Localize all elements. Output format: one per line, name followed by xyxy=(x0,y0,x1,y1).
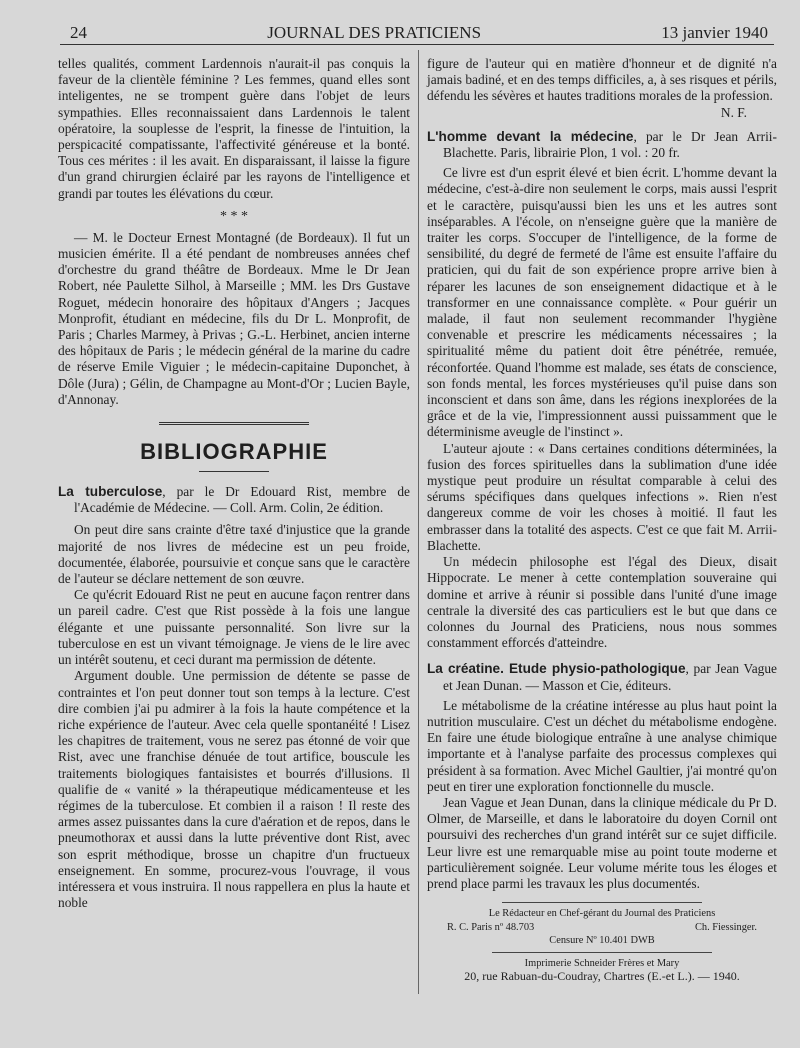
imprint-registration-row xyxy=(427,921,777,935)
imprint-editor-line: Le Rédacteur en Chef-gérant du Journal des Praticiens xyxy=(488,908,716,920)
creatine-reference: , par Jean Vague et Jean Dunan. — Masson et Cie, éditeurs. xyxy=(443,661,777,693)
page-header xyxy=(70,20,768,46)
issue-date: 13 janvier 1940 xyxy=(661,23,768,42)
imprint-rc: R. C. Paris nº 48.703 xyxy=(447,921,535,933)
creatine-title: La créatine. Etude physio-pathologique xyxy=(427,661,686,677)
left-column xyxy=(58,56,410,911)
homme-paragraph-1: Ce livre est d'un esprit élevé et bien écrit. L'homme devant la médecine, c'est-à-dire non seulement le corps, mais aussi l'esprit et le caractère, puisqu'aussi bien les uns et les autres sont inséparables. A l'école, on n'enseigne guère que la manière de traiter les corps. S'occuper de l'intelligence, de la forme de sensibilité, du degré de fermeté de l'âme est ensuite l'affaire du praticien, qui du fait de son expérience propre arrive bien à réparer les lacunes de son enseignement didactique et à le transformer en une connaissance complète. « Pour guérir un malade, il faut non seulement recommander l'hygiène convenable et prescrire les médicaments nécessaires ; la spiritualité même du patient doit être pénétrée, remuée, réconfortée. Quand l'homme est malade, ses états de conscience, son fonds mental, les forces mystérieuses qu'il puise dans son inconscient et dans son âme, dans les régions inexplorées de la grâce et de la vie, l'impressionnent aussi puissamment que le déterminisme aveugle de l'instinct ». xyxy=(427,165,777,440)
homme-title: L'homme devant la médecine xyxy=(427,128,634,144)
continuation-signature: N. F. xyxy=(720,104,747,120)
imprint-block xyxy=(427,902,777,984)
page-number: 24 xyxy=(70,23,87,42)
homme-paragraph-3: Un médecin philosophe est l'égal des Dieux, disait Hippocrate. Le mener à cette contemplation souveraine qui domine et arrive à réunir si possible dans l'unité d'une image centrale la diversité des cas particuliers est le but que dans ce colonnes du Journal des Praticiens, nous nous sommes constamment efforcés d'atteindre. xyxy=(427,554,777,651)
creatine-entry-heading xyxy=(427,661,777,693)
homme-reference: , par le Dr Jean Arrii-Blachette. Paris, librairie Plon, 1 vol. : 20 fr. xyxy=(443,128,777,161)
homme-paragraph-2: L'auteur ajoute : « Dans certaines conditions déterminées, la fusion des forces spirituelles dans la sublimation d'une idée mystique peut produire un résultat comparable à celui des sérums spécifiques dans quelques infections ». Rien n'est dangereux comme de voir les choses à moitié. Il faut les embrasser dans la totalité des aspects. C'est ce que fait M. Arrii-Blachette. xyxy=(427,440,777,553)
deaths-paragraph: — M. le Docteur Ernest Montagné (de Bordeaux). Il fut un musicien émérite. Il a été pendant de nombreuses années chef d'orchestre du grand théâtre de Bordeaux. Mme le Dr Jean Robert, née Paulette Silhol, à Marseille ; MM. les Drs Gustave Roguet, médecin honoraire des hôpitaux d'Angers ; Jacques Monprofit, étudiant en médecine, fils du Dr L. Monprofit, de Paris ; Charles Marmey, à Privas ; G.-L. Herbinet, ancien interne des hôpitaux de Paris ; le médecin général de la marine du cadre de réserve Emile Viguier ; le médecin-capitaine Duponchet, à Dôle (Jura) ; Gélin, de Champagne au Mont-d'Or ; Lucien Bayle, d'Annonay. xyxy=(58,229,410,407)
imprint-printer: Imprimerie Schneider Frères et Mary xyxy=(524,957,680,969)
imprint-address: 20, rue Rabuan-du-Coudray, Chartres (E.-et L.). — 1940. xyxy=(464,969,740,984)
heading-underline xyxy=(199,471,269,472)
creatine-paragraph-1: Le métabolisme de la créatine intéresse au plus haut point la nutrition musculaire. C'est un déchet du métabolisme endogène. En faire une étude biologique entraîne à une analyse chimique importante et à l'analyse parfaite des processus complexes qui président à sa formation. Avec Michel Gaultier, j'ai montré qu'on peut en tirer une exploration fonctionnelle du muscle. xyxy=(427,697,777,794)
imprint-rule-middle xyxy=(492,952,712,953)
imprint-rule-top xyxy=(502,902,702,903)
journal-title: JOURNAL DES PRATICIENS xyxy=(267,23,482,42)
tuberculose-paragraph-1: On peut dire sans crainte d'être taxé d'injustice que la grande majorité de nos livres de médecine est un peu froide, documentée, élaborée, poursuivie et conçue sans que le caractère de l'auteur se déclare nettement de son œuvre. xyxy=(58,522,410,587)
bibliographie-heading: BIBLIOGRAPHIE xyxy=(140,439,328,465)
tuberculose-paragraph-2: Ce qu'écrit Edouard Rist ne peut en aucune façon rentrer dans un pareil cadre. C'est que Rist possède à la fois une langue élégante et une puissante personnalité. Son livre sur la tuberculose en est un vivant témoignage. Je viens de le lire avec un intérêt soutenu, et ceci durant ma permission de détente. xyxy=(58,587,410,668)
continuation-paragraph: figure de l'auteur qui en matière d'honneur et de dignité n'a jamais badiné, et en des temps difficiles, a, à ses risques et périls, défendu les sévères et hautes traditions morales de la profession. xyxy=(427,56,777,104)
tuberculose-title: La tuberculose xyxy=(58,484,163,500)
section-rule xyxy=(159,422,309,425)
creatine-paragraph-2: Jean Vague et Jean Dunan, dans la clinique médicale du Pr D. Olmer, de Marseille, et dans le laboratoire du doyen Cornil ont poursuivi des recherches d'un grand intérêt sur ce sujet difficile. Leur livre est une remarquable mise au point toute moderne et particulièrement soignée. Leur volume mérite tous les éloges et prend place parmi les travaux les plus documentés. xyxy=(427,794,777,891)
right-column xyxy=(427,56,777,984)
column-divider xyxy=(418,50,419,994)
homme-entry-heading xyxy=(427,129,777,161)
lardennois-paragraph: telles qualités, comment Lardennois n'aurait-il pas conquis la faveur de la clientèle féminine ? Les femmes, quand elles sont inteligentes, ne se trompent guère dans l'objet de leurs sympathies. Elles reconnaissaient dans Lardennois le talent opératoire, la souplesse de l'esprit, la finesse de l'intuition, la perspicacité compatissante, l'affectivité généreuse et la bonté. Tous ces mérites : il les avait. En disparaissant, il laisse la figure d'un grand chirurgien éclairé par les rayons de l'intelligence et grandi par toutes les élévations du cœur. xyxy=(58,56,410,201)
imprint-censure: Censure Nº 10.401 DWB xyxy=(549,935,655,947)
tuberculose-reference: , par le Dr Edouard Rist, membre de l'Académie de Médecine. — Coll. Arm. Colin, 2e édition. xyxy=(74,484,410,516)
imprint-editor-name: Ch. Fiessinger. xyxy=(694,921,757,933)
section-stars: * * * xyxy=(220,208,248,224)
tuberculose-paragraph-3: Argument double. Une permission de détente se passe de contraintes et l'on peut donner tout son temps à la lecture. C'est dire combien j'ai pu admirer à la fois la haute compétence et la riche expérience de l'auteur. Avec cela quelle spontanéité ! Lisez les chapitres de traitement, vous ne serez pas étonné de voir que Rist, avec une franchise dénuée de tout artifice, bouscule les traitements biologiques fantaisistes et bourrés d'illusions. Il qualifie de « vanité » la thérapeutique médicamenteuse et les régimes de la tuberculose. Et combien il a raison ! Il reste des armes assez puissantes dans la cure d'aération et de repos, dans le pneumothorax et aussi dans la lutte préventive dont Rist, avec son esprit méthodique, brosse un chapitre d'un fructueux enseignement. En somme, procurez-vous l'ouvrage, il vous intéressera et vous instruira. Il nous rappellera en plus la haute et noble xyxy=(58,668,410,911)
tuberculose-entry-heading xyxy=(58,484,410,516)
header-rule xyxy=(60,44,774,45)
